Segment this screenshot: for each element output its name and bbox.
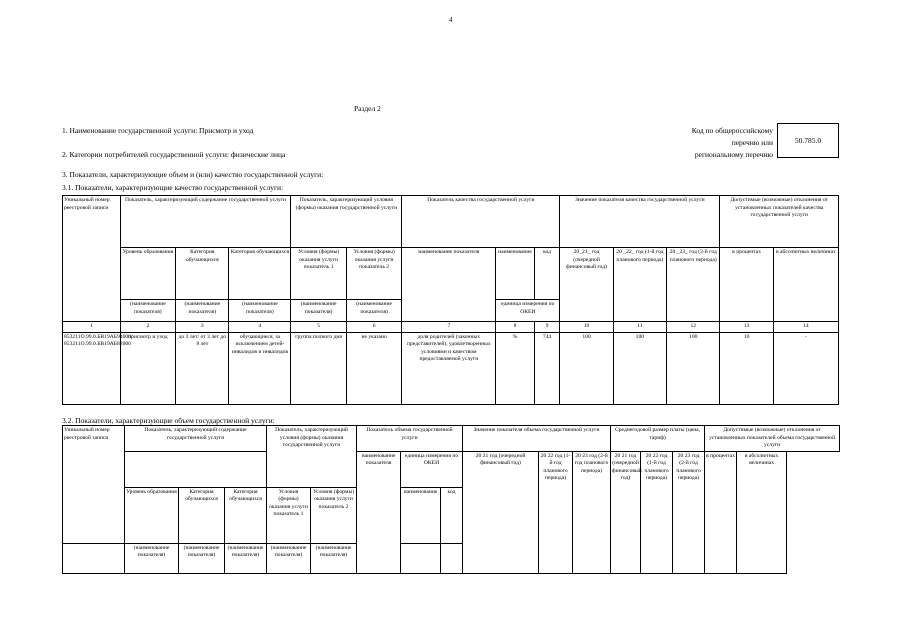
- column-number: 10: [560, 322, 613, 333]
- header-cell: Уровень образования: [125, 487, 179, 543]
- header-cell: 20 23 год (2-й год планового периода): [573, 451, 611, 573]
- header-cell: 20_21_ год (очередной финансовый год): [560, 248, 613, 322]
- section-3-1-heading: 3.1. Показатели, характеризующие качество государственной услуги:: [62, 183, 284, 192]
- header-cell: код: [441, 487, 463, 543]
- header-cell: (наименование показателя): [120, 300, 176, 322]
- header-cell: (наименование показателя): [125, 543, 179, 573]
- spacer-cell: [401, 543, 441, 573]
- page-number: 4: [449, 16, 453, 24]
- header-cell: (наименование показателя): [346, 300, 402, 322]
- table-cell: доля родителей (законных представителей), удовлетворенных условиями и качеством предоставляемой услуги: [402, 332, 496, 404]
- header-cell: наименование показателя: [357, 451, 401, 573]
- header-cell: (наименование показателя): [179, 543, 225, 573]
- header-cell: (наименование показателя): [291, 300, 347, 322]
- header-cell: Категория обучающихся: [229, 248, 291, 300]
- column-number: 7: [402, 322, 496, 333]
- section-3-heading: 3. Показатели, характеризующие объем и (или) качество государственной услуги:: [62, 170, 324, 179]
- header-cell: Условия (формы) оказания услуги показатель 1: [291, 248, 347, 300]
- header-cell: 20 23 год (2-й год планового периода): [673, 451, 705, 573]
- header-cell: 20 21 год (очередной финансовый год): [463, 451, 539, 573]
- header-cell: 20 22 год (1-й год планового периода): [539, 451, 573, 573]
- spacer-cell: [441, 543, 463, 573]
- header-cell: Условия (формы) оказания услуги показатель 1: [267, 487, 311, 543]
- header-cell: наименование: [401, 487, 441, 543]
- spacer-cell: [63, 543, 125, 573]
- column-number: 3: [176, 322, 229, 333]
- table-cell: 100: [613, 332, 666, 404]
- column-number: 5: [291, 322, 347, 333]
- header-cell: единица измерения по ОКЕИ: [496, 300, 560, 322]
- header-cell: код: [534, 248, 560, 300]
- header-cell: Показатель качества государственной услуги: [402, 196, 560, 248]
- column-number: 13: [720, 322, 773, 333]
- header-cell: в процентах: [720, 248, 773, 322]
- table-cell: 100: [667, 332, 720, 404]
- header-cell: в абсолютных величинах: [773, 248, 838, 322]
- table-cell: -: [773, 332, 838, 404]
- column-number: 4: [229, 322, 291, 333]
- table-cell: 10: [720, 332, 773, 404]
- header-cell: Категория обучающихся: [179, 487, 225, 543]
- header-cell: 20 22 год (1-й год планового периода): [641, 451, 673, 573]
- table-row: [63, 332, 839, 404]
- header-cell: единица измерения по ОКЕИ: [401, 451, 463, 487]
- header-cell: (наименование показателя): [229, 300, 291, 322]
- header-cell: наименование: [496, 248, 534, 300]
- header-cell: (наименование показателя): [176, 300, 229, 322]
- column-number: 11: [613, 322, 666, 333]
- code-label-line: перечню или: [731, 138, 773, 147]
- column-number: 6: [346, 322, 402, 333]
- header-cell: 20 _22_ год (1-й год планового периода): [613, 248, 666, 322]
- header-cell: Уникальный номер реестровой записи: [63, 196, 121, 322]
- code-label-line: региональному перечню: [694, 150, 773, 159]
- header-cell: Значение показателя качества государственной услуги: [560, 196, 720, 248]
- header-cell: (наименование показателя): [225, 543, 267, 573]
- spacer-cell: [125, 451, 267, 487]
- section-3-2-heading: 3.2. Показатели, характеризующие объем государственной услуги:: [62, 416, 275, 425]
- header-cell: Показатель, характеризующий условия (формы) оказания государственной услуги: [267, 426, 357, 488]
- header-cell: Показатель объема государственной услуги: [357, 426, 463, 452]
- consumer-category: 2. Категории потребителей государственной услуги: физические лица: [62, 150, 286, 159]
- header-cell: Допустимые (возможные) отклонения от установленных показателей объема государственной услуги: [705, 426, 840, 452]
- table-cell: до 3 лет/ от 3 лет до 8 лет: [176, 332, 229, 404]
- registry-number: 853211О.99.0.БВ19АБ94000/ 853211О.99.0.БВ19АБ82000: [63, 332, 121, 404]
- table-cell: %: [496, 332, 534, 404]
- header-cell: в процентах: [705, 451, 737, 573]
- header-cell: Значение показателя объема государственной услуги: [463, 426, 611, 452]
- table-cell: обучающиеся, за исключением детей-инвалидов и инвалидов: [229, 332, 291, 404]
- table-cell: не указано: [346, 332, 402, 404]
- table-cell: 744: [534, 332, 560, 404]
- volume-table: [62, 425, 840, 574]
- column-number: 1: [63, 322, 121, 333]
- header-cell: Уникальный номер реестровой записи: [63, 426, 125, 544]
- header-cell: Условия (формы) оказания услуги показатель 2: [346, 248, 402, 300]
- code-label-line: Код по общероссийскому: [691, 126, 773, 135]
- header-cell: Условия (формы) оказания услуги показатель 2: [311, 487, 357, 543]
- code-label: [692, 125, 773, 161]
- code-value: 50.785.0: [794, 136, 822, 145]
- column-number: 9: [534, 322, 560, 333]
- header-cell: Показатель, характеризующий условия (формы) оказания государственной услуги: [291, 196, 402, 248]
- table-cell: 100: [560, 332, 613, 404]
- header-cell: 20 _23_ год (2-й год планового периода): [667, 248, 720, 322]
- header-cell: Среднегодовой размер платы (цена, тариф): [611, 426, 705, 452]
- header-cell: Категория обучающихся: [176, 248, 229, 300]
- service-name: 1. Наименование государственной услуги: Присмотр и уход: [62, 126, 254, 135]
- header-cell: Уровень образования: [120, 248, 176, 300]
- column-number: 8: [496, 322, 534, 333]
- column-number: 12: [667, 322, 720, 333]
- header-cell: наименование показателя: [402, 248, 496, 322]
- column-number: 14: [773, 322, 838, 333]
- table-cell: группа полного дня: [291, 332, 347, 404]
- header-cell: Показатель, характеризующий содержание государственной услуги: [120, 196, 291, 248]
- header-cell: Допустимые (возможные) отклонения от установленных показателей качества государственной услуги: [720, 196, 839, 248]
- section-title: Раздел 2: [354, 104, 381, 113]
- header-cell: в абсолютных величинах: [737, 451, 787, 573]
- header-cell: (наименование показателя): [267, 543, 311, 573]
- table-cell: присмотр и уход: [120, 332, 176, 404]
- column-number: 2: [120, 322, 176, 333]
- header-cell: Показатель, характеризующий содержание государственной услуги: [125, 426, 267, 452]
- header-cell: 20 21 год (очередной финансовый год): [611, 451, 641, 573]
- header-cell: Категория обучающихся: [225, 487, 267, 543]
- quality-table: [62, 195, 839, 405]
- column-numbers-row: [63, 322, 839, 333]
- header-cell: (наименование показателя): [311, 543, 357, 573]
- code-box: [777, 123, 839, 158]
